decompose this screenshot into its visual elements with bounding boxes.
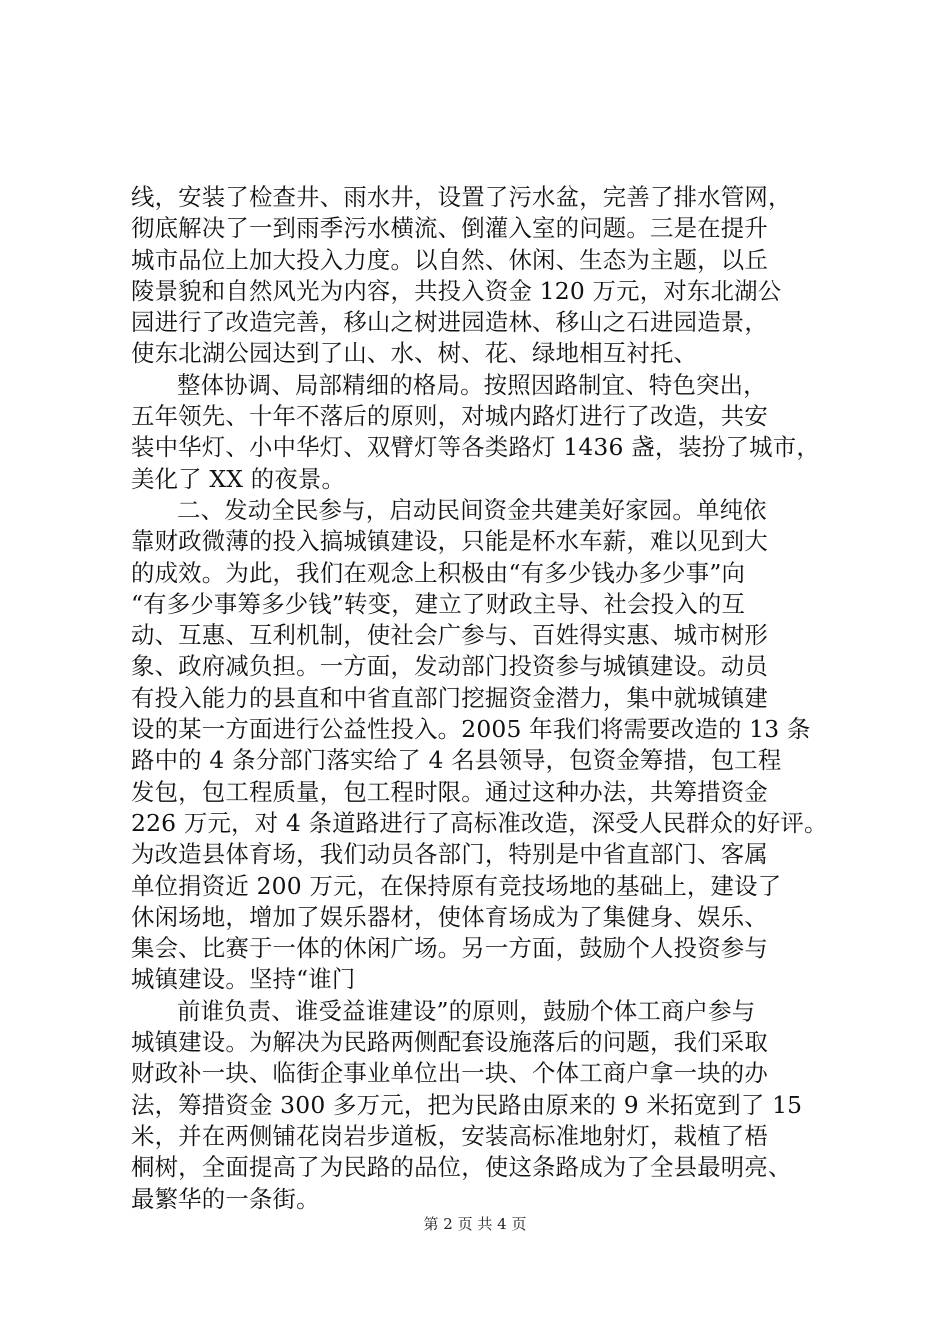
text-line: 城市品位上加大投入力度。以自然、休闲、生态为主题，以丘 [131,245,768,274]
text-line: 二、发动全民参与，启动民间资金共建美好家园。单纯依 [177,495,767,524]
text-line: 法，筹措资金 300 多万元，把为民路由原来的 9 米拓宽到了 15 [131,1090,803,1119]
text-line: 使东北湖公园达到了山、水、树、花、绿地相互衬托、 [131,339,698,368]
text-line: 陵景貌和自然风光为内容，共投入资金 120 万元，对东北湖公 [131,276,782,305]
text-line: 休闲场地，增加了娱乐器材，使体育场成为了集健身、娱乐、 [131,902,768,931]
text-line: 靠财政微薄的投入搞城镇建设，只能是杯水车薪，难以见到大 [131,527,768,556]
text-line: 单位捐资近 200 万元，在保持原有竞技场地的基础上，建设了 [131,871,782,900]
text-line: 装中华灯、小中华灯、双臂灯等各类路灯 1436 盏，装扮了城市， [131,433,820,462]
text-line: 五年领先、十年不落后的原则，对城内路灯进行了改造，共安 [131,402,768,431]
text-line: 整体协调、局部精细的格局。按照因路制宜、特色突出， [177,370,767,399]
text-line: 发包，包工程质量，包工程时限。通过这种办法，共筹措资金 [131,777,768,806]
text-line: 的成效。为此，我们在观念上积极由“有多少钱办多少事”向 [131,558,746,587]
text-line: 集会、比赛于一体的休闲广场。另一方面，鼓励个人投资参与 [131,934,768,963]
text-line: 财政补一块、临街企事业单位出一块、个体工商户拿一块的办 [131,1059,768,1088]
text-line: 象、政府减负担。一方面，发动部门投资参与城镇建设。动员 [131,652,768,681]
text-line: 园进行了改造完善，移山之树进园造林、移山之石进园造景， [131,308,768,337]
text-line: 动、互惠、互利机制，使社会广参与、百姓得实惠、城市树形 [131,621,768,650]
text-line: 最繁华的一条街。 [131,1184,320,1213]
text-line: 路中的 4 条分部门落实给了 4 名县领导，包资金筹措，包工程 [131,746,782,775]
text-line: 前谁负责、谁受益谁建设”的原则，鼓励个体工商户参与 [177,996,756,1025]
text-line: 美化了 XX 的夜景。 [131,464,346,493]
text-line: 设的某一方面进行公益性投入。2005 年我们将需要改造的 13 条 [131,715,811,744]
text-line: 城镇建设。坚持“谁门 [131,965,356,994]
text-line: 为改造县体育场，我们动员各部门，特别是中省直部门、客属 [131,840,768,869]
text-line: 226 万元，对 4 条道路进行了高标准改造，深受人民群众的好评。 [131,808,828,837]
text-line: “有多少事筹多少钱”转变，建立了财政主导、社会投入的互 [131,589,746,618]
text-line: 米，并在两侧铺花岗岩步道板，安装高标准地射灯，栽植了梧 [131,1121,768,1150]
page-number-footer: 第 2 页 共 4 页 [423,1215,527,1233]
text-line: 有投入能力的县直和中省直部门挖掘资金潜力，集中就城镇建 [131,683,768,712]
text-line: 桐树，全面提高了为民路的品位，使这条路成为了全县最明亮、 [131,1153,792,1182]
text-line: 彻底解决了一到雨季污水横流、倒灌入室的问题。三是在提升 [131,214,768,243]
body-text [131,182,853,1215]
text-line: 城镇建设。为解决为民路两侧配套设施落后的问题，我们采取 [131,1028,768,1057]
text-line: 线，安装了检查井、雨水井，设置了污水盆，完善了排水管网， [131,183,792,211]
